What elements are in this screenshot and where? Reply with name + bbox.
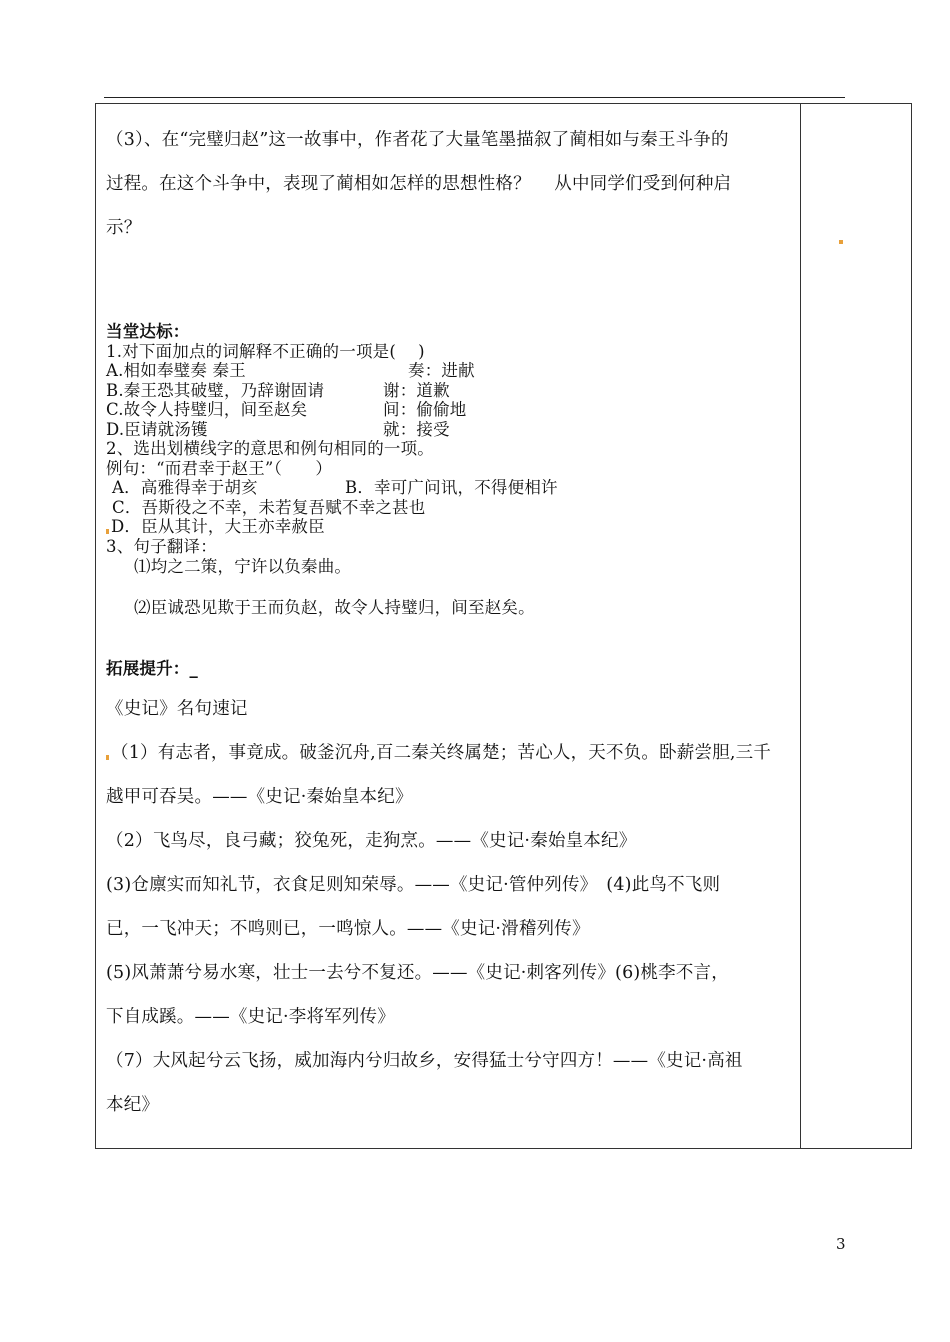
quote-line: （1）有志者，事竟成。破釜沉舟,百二秦关终属楚；苦心人，天不负。卧薪尝胆,三千: [106, 731, 796, 775]
stray-mark: [839, 240, 843, 244]
q1-option-c: C.故令人持璧归，间至赵矣 间：偷偷地: [106, 400, 467, 419]
exercise-q3: 3、句子翻译：: [106, 536, 217, 556]
stray-mark: [106, 755, 109, 760]
q1-option-d: D.臣请就汤镬 就：接受: [106, 419, 450, 439]
q2-option-d: D．臣从其计，大王亦幸赦臣: [111, 517, 325, 536]
exercise-section: [106, 322, 796, 617]
question-3-line-1: （3）、在“完璧归赵”这一故事中，作者花了大量笔墨描叙了蔺相如与秦王斗争的: [106, 130, 729, 150]
header-rule: [104, 97, 845, 98]
question-3-line-2: 过程。在这个斗争中，表现了蔺相如怎样的思想性格？ 从中同学们受到何种启: [106, 174, 732, 194]
q3-item-2: ⑵臣诚恐见欺于王而负赵，故令人持璧归，间至赵矣。: [134, 597, 535, 617]
question-3: [106, 118, 796, 250]
column-divider: [800, 103, 801, 1149]
quote-line: 下自成蹊。——《史记·李将军列传》: [106, 1007, 395, 1027]
extension-heading: 拓展提升：_: [106, 659, 198, 678]
quote-line: （2）飞鸟尽，良弓藏；狡兔死，走狗烹。——《史记·秦始皇本纪》: [106, 831, 637, 851]
q1-option-a: A.相如奉璧奏 秦王 奏：进献: [106, 361, 475, 380]
quote-line: (3)仓廪实而知礼节，衣食足则知荣辱。——《史记·管仲列传》 (4)此鸟不飞则: [106, 875, 721, 895]
extension-subtitle: 《史记》名句速记: [106, 699, 248, 719]
quote-line: 本纪》: [106, 1095, 160, 1115]
quote-line: 越甲可吞吴。——《史记·秦始皇本纪》: [106, 787, 413, 807]
q2-options-ab: A．高雅得幸于胡亥 B．幸可广问讯，不得便相许: [112, 478, 558, 497]
q2-option-d-row: [106, 517, 796, 537]
q1-option-b: B.秦王恐其破璧，乃辞谢固请 谢：道歉: [106, 380, 450, 400]
quote-line: 已，一飞冲天；不鸣则已，一鸣惊人。——《史记·滑稽列传》: [106, 919, 590, 939]
q3-item-1: ⑴均之二策，宁许以负秦曲。: [134, 557, 352, 576]
quote-line: (5)风萧萧兮易水寒，壮士一去兮不复还。——《史记·刺客列传》(6)桃李不言，: [106, 963, 729, 983]
question-3-line-3: 示？: [106, 218, 142, 238]
exercise-q1: 1.对下面加点的词解释不正确的一项是( ): [106, 341, 425, 361]
exercise-q2: 2、选出划横线字的意思和例句相同的一项。: [106, 439, 434, 458]
exercise-heading: 当堂达标：: [106, 322, 190, 341]
extension-quotes: [106, 687, 796, 1127]
quote-line: （7）大风起兮云飞扬，威加海内兮归故乡，安得猛士兮守四方！——《史记·高祖: [106, 1051, 743, 1071]
q2-option-c: C．吾斯役之不幸，未若复吾赋不幸之甚也: [112, 497, 426, 517]
page-number: 3: [836, 1235, 846, 1253]
exercise-q2-example: 例句：“而君幸于赵王”（ ）: [106, 458, 333, 478]
stray-mark: [106, 529, 109, 534]
extension-section: [106, 657, 796, 681]
